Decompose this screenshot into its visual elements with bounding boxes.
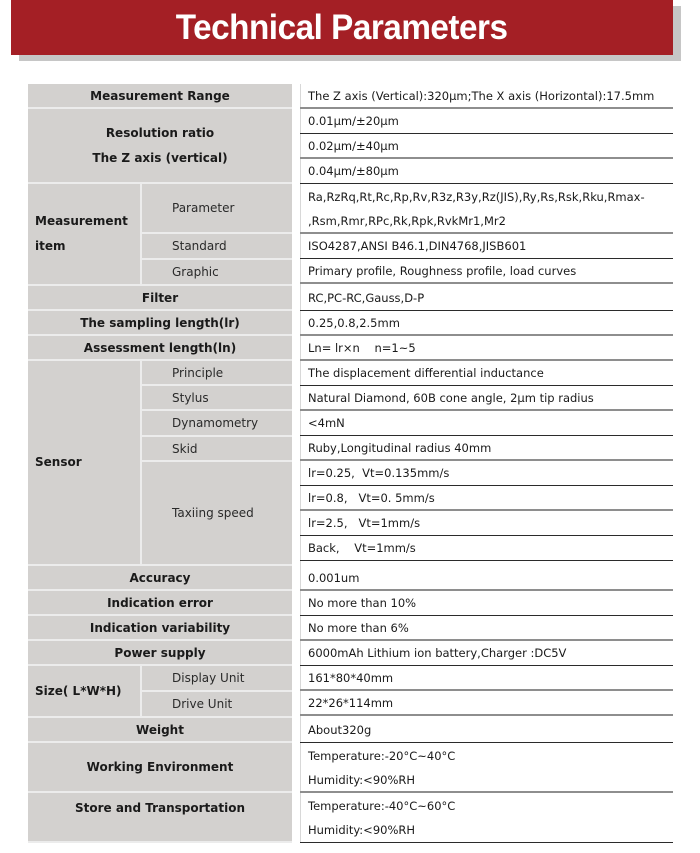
spec-row-accuracy xyxy=(28,566,673,591)
row-label: Measurement Range xyxy=(90,88,230,103)
sub-label-parameter: Parameter xyxy=(142,184,292,234)
row-value: 6000mAh Lithium ion battery,Charger :DC5V xyxy=(300,641,673,666)
row-label-cell xyxy=(28,591,292,616)
row-label-cell xyxy=(28,311,292,336)
spec-row-filter xyxy=(28,286,673,311)
row-label-cell xyxy=(28,666,292,718)
row-label: The Z axis (vertical) xyxy=(92,150,228,165)
row-label-cell xyxy=(28,361,292,566)
spec-row-working-environment xyxy=(28,743,673,793)
row-label-cell xyxy=(28,336,292,361)
sub-label-principle: Principle xyxy=(142,361,292,386)
row-value: The displacement differential inductance xyxy=(300,361,673,386)
row-label-cell xyxy=(28,743,292,793)
row-label: The sampling length(lr) xyxy=(80,315,240,330)
sub-label-dynamometry: Dynamometry xyxy=(142,411,292,437)
spec-row-indication-variability xyxy=(28,616,673,641)
row-label: Filter xyxy=(141,290,179,305)
sub-label-graphic: Graphic xyxy=(172,265,219,279)
row-value: About320g xyxy=(300,718,673,743)
spec-table xyxy=(28,84,673,843)
spec-row-weight xyxy=(28,718,673,743)
row-value: No more than 10% xyxy=(300,591,673,616)
row-label: Store and Transportation xyxy=(74,801,246,815)
spec-row-indication-error xyxy=(28,591,673,616)
row-value: 0.25,0.8,2.5mm xyxy=(300,311,673,336)
row-value: The Z axis (Vertical):320μm;The X axis (Horizontal):17.5mm xyxy=(300,84,673,109)
spec-row-size xyxy=(28,666,673,718)
row-label-cell xyxy=(28,84,292,109)
row-value: Temperature:-40°C~60°C xyxy=(308,798,456,813)
row-value: Humidity:<90%RH xyxy=(300,768,673,793)
row-value: 0.001um xyxy=(300,566,673,591)
spec-row-measurement-range xyxy=(28,84,673,109)
spec-row-sensor xyxy=(28,361,673,566)
row-value: lr=0.25, Vt=0.135mm/s xyxy=(300,461,673,486)
row-label: Weight xyxy=(136,722,184,737)
row-value: lr=0.8, Vt=0. 5mm/s xyxy=(300,486,673,511)
sub-label-taxiing-speed: Taxiing speed xyxy=(172,506,254,520)
row-label-cell xyxy=(28,793,292,843)
row-label: Accuracy xyxy=(129,570,191,585)
spec-row-sampling-length xyxy=(28,311,673,336)
spec-row-measurement-item xyxy=(28,184,673,286)
row-value: Natural Diamond, 60B cone angle, 2μm tip radius xyxy=(300,386,673,411)
row-value: Humidity:<90%RH xyxy=(300,818,673,843)
row-value: lr=2.5, Vt=1mm/s xyxy=(300,511,673,536)
row-label: Resolution ratio xyxy=(105,125,215,140)
sub-label-stylus: Stylus xyxy=(142,386,292,411)
row-label: Power supply xyxy=(114,645,206,660)
row-label: Indication variability xyxy=(89,620,231,635)
row-label-cell xyxy=(28,718,292,743)
row-value: ,Rsm,Rmr,RPc,Rk,Rpk,RvkMr1,Mr2 xyxy=(300,209,673,234)
row-label: Assessment length(ln) xyxy=(83,340,237,355)
row-value: 22*26*114mm xyxy=(300,691,673,716)
row-value: RC,PC-RC,Gauss,D-P xyxy=(300,286,673,311)
row-label: Measurement xyxy=(35,214,128,228)
spec-row-resolution-ratio xyxy=(28,109,673,184)
row-label: Sensor xyxy=(35,455,82,469)
row-label-cell xyxy=(28,641,292,666)
row-value: 0.04μm/±80μm xyxy=(300,159,673,184)
row-value: Ruby,Longitudinal radius 40mm xyxy=(300,436,673,461)
row-value: Temperature:-20°C~40°C xyxy=(308,748,456,763)
row-value: Ra,RzRq,Rt,Rc,Rp,Rv,R3z,R3y,Rz(JIS),Ry,Rs,Rsk,Rku,Rmax- xyxy=(308,189,645,204)
sub-label-skid: Skid xyxy=(142,437,292,462)
row-value: No more than 6% xyxy=(300,616,673,641)
row-value: 0.01μm/±20μm xyxy=(300,109,673,134)
spec-row-store-transportation xyxy=(28,793,673,843)
row-label-cell xyxy=(28,566,292,591)
row-label: Working Environment xyxy=(86,760,234,774)
row-value: Primary profile, Roughness profile, load curves xyxy=(300,259,673,284)
row-label-cell xyxy=(28,286,292,311)
spec-row-assessment-length xyxy=(28,336,673,361)
row-value: 0.02μm/±40μm xyxy=(300,134,673,159)
row-label: Size( L*W*H) xyxy=(35,683,122,698)
row-value: Ln= lr×n n=1~5 xyxy=(300,336,673,361)
sub-label-standard: Standard xyxy=(142,234,292,260)
row-label: item xyxy=(35,239,66,253)
title-banner xyxy=(11,0,673,55)
row-value: ISO4287,ANSI B46.1,DIN4768,JISB601 xyxy=(300,234,673,259)
row-label-cell xyxy=(28,184,292,286)
row-label: Indication error xyxy=(107,595,213,610)
spec-row-power-supply xyxy=(28,641,673,666)
row-label-cell xyxy=(28,109,292,184)
row-value: Back, Vt=1mm/s xyxy=(300,536,673,561)
page-title: Technical Parameters xyxy=(176,7,508,47)
sub-label-drive-unit: Drive Unit xyxy=(172,697,233,711)
row-label-cell xyxy=(28,616,292,641)
row-value: 161*80*40mm xyxy=(300,666,673,691)
row-value: <4mN xyxy=(300,411,673,436)
sub-label-display-unit: Display Unit xyxy=(142,666,292,692)
